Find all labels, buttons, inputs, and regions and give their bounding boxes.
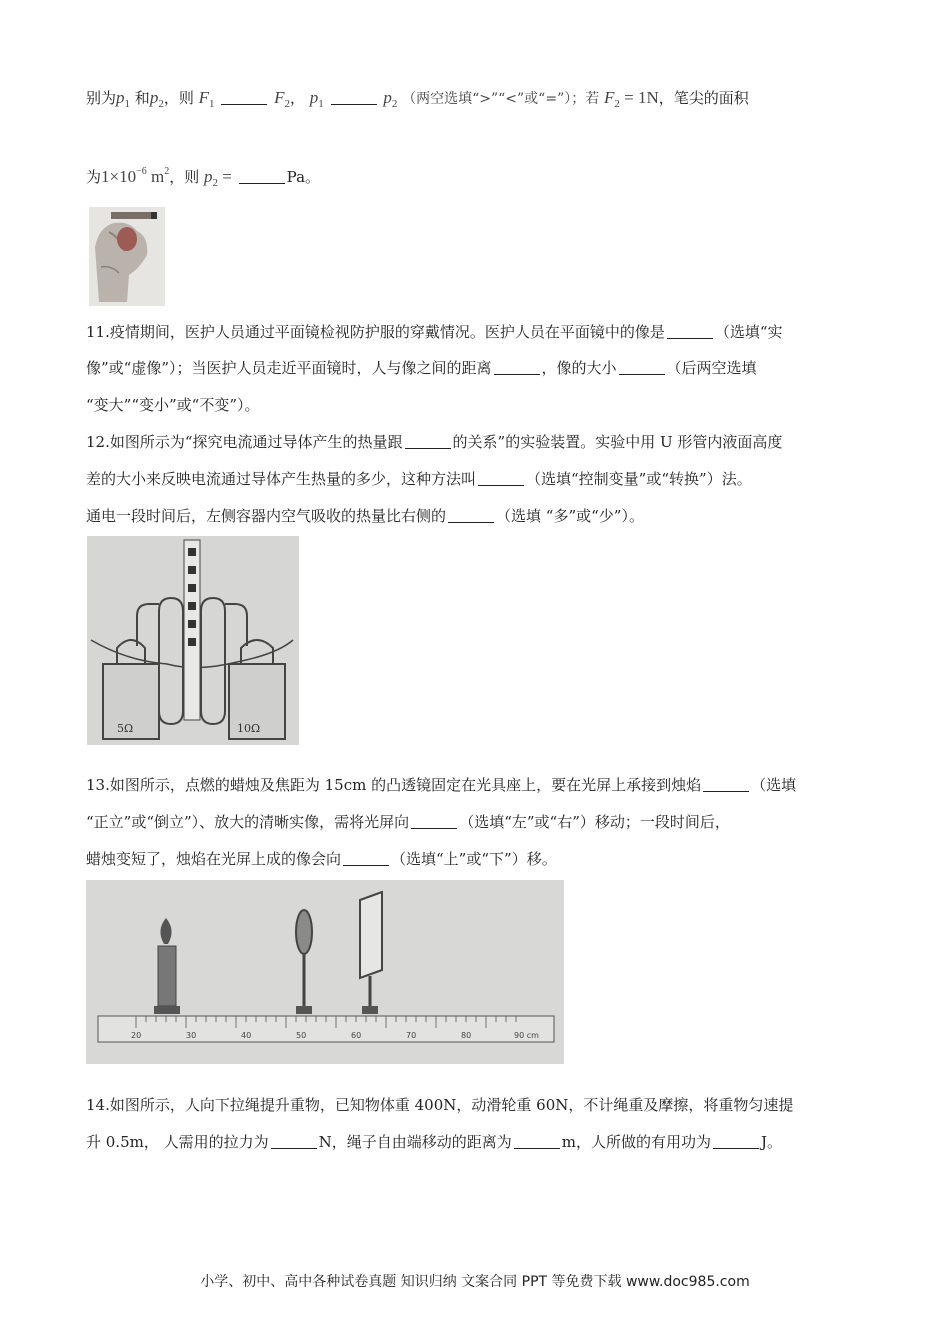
- ruler-label: 70: [406, 1031, 417, 1040]
- p1-symbol-2: $p_1$: [309, 88, 324, 110]
- ruler-label: 20: [131, 1031, 142, 1040]
- q11-line3: “变大”“变小”或“不变”）。: [86, 396, 260, 414]
- answer-blank[interactable]: [405, 434, 451, 449]
- answer-blank[interactable]: [703, 777, 749, 792]
- ruler-label: 40: [241, 1031, 252, 1040]
- p2-symbol: $p_2$: [149, 88, 164, 110]
- resistor-5-label: 5Ω: [117, 722, 134, 735]
- answer-blank[interactable]: [239, 169, 285, 184]
- answer-blank[interactable]: [221, 90, 267, 105]
- p2-eq: $p_2$ =: [204, 167, 232, 189]
- q13-line1: 13.如图所示，点燃的蜡烛及焦距为 15cm 的凸透镜固定在光具座上，要在光屏上承接到烛焰 （选填: [86, 776, 797, 794]
- q13-line3: 蜡烛变短了，烛焰在光屏上成的像会向 （选填“上”或“下”）移。: [86, 850, 557, 868]
- optical-bench-figure: [86, 880, 564, 1064]
- p2-symbol-2: $p_2$: [383, 88, 398, 110]
- answer-blank[interactable]: [331, 90, 377, 105]
- F2-eq: $F_2 = 1N$: [604, 88, 659, 110]
- answer-blank[interactable]: [478, 471, 524, 486]
- u-tube-apparatus-figure: [87, 536, 299, 745]
- area-value: $1\times 10^{-6}$ $m^2$: [101, 166, 170, 186]
- q14-line2: 升 0.5m， 人需用的拉力为 N，绳子自由端移动的距离为 m，人所做的有用功为 J。: [86, 1133, 783, 1151]
- q14-line1: 14.如图所示，人向下拉绳提升重物，已知物体重 400N，动滑轮重 60N，不计绳重及摩擦，将重物匀速提: [86, 1096, 794, 1114]
- q12-line2: 差的大小来反映电流通过导体产生热量的多少，这种方法叫 （选填“控制变量”或“转换”）法。: [86, 470, 752, 488]
- q13-line2: “正立”或“倒立”）、放大的清晰实像，需将光屏向 （选填“左”或“右”）移动；一段时间后，: [86, 813, 730, 831]
- q10-line1: 别为$p_1$ 和$p_2$，则 $F_1$ $F_2$， $p_1$ $p_2$ （两空选填“>”“<”或“=”）；若 $F_2 = 1N$，笔尖的面积: [86, 88, 749, 110]
- u-tube-illustration: [87, 536, 299, 745]
- optical-bench-illustration: [86, 880, 564, 1064]
- F2-symbol: $F_2$: [274, 88, 290, 110]
- answer-blank[interactable]: [713, 1134, 759, 1149]
- answer-blank[interactable]: [514, 1134, 560, 1149]
- answer-blank[interactable]: [448, 508, 494, 523]
- resistor-10-label: 10Ω: [237, 722, 261, 735]
- answer-blank[interactable]: [343, 851, 389, 866]
- page-footer: 小学、初中、高中各种试卷真题 知识归纳 文案合同 PPT 等免费下载 www.doc985.com: [200, 1274, 750, 1290]
- ruler-label: 50: [296, 1031, 307, 1040]
- p1-symbol: $p_1$: [116, 88, 131, 110]
- answer-blank[interactable]: [667, 324, 713, 339]
- pencil-hand-figure: [89, 207, 165, 306]
- hand-pencil-illustration: [89, 207, 165, 306]
- ruler-label: 60: [351, 1031, 362, 1040]
- answer-blank[interactable]: [494, 360, 540, 375]
- ruler-label: 80: [461, 1031, 472, 1040]
- q11-line1: 11.疫情期间，医护人员通过平面镜检视防护服的穿戴情况。医护人员在平面镜中的像是 （选填“实: [86, 323, 783, 341]
- q12-line3: 通电一段时间后，左侧容器内空气吸收的热量比右侧的 （选填 “多”或“少”）。: [86, 507, 644, 525]
- q12-line1: 12.如图所示为“探究电流通过导体产生的热量跟 的关系”的实验装置。实验中用 U 形管内液面高度: [86, 433, 783, 451]
- ruler-label: 90 cm: [514, 1031, 539, 1040]
- F1-symbol: $F_1$: [198, 88, 215, 110]
- answer-blank[interactable]: [271, 1134, 317, 1149]
- q11-line2: 像”或“虚像”）；当医护人员走近平面镜时，人与像之间的距离 ，像的大小 （后两空选填: [86, 359, 757, 377]
- answer-blank[interactable]: [619, 360, 665, 375]
- ruler-label: 30: [186, 1031, 197, 1040]
- q10-line2: 为$1\times 10^{-6}$ $m^2$，则 $p_2 = Pa$。: [86, 166, 321, 189]
- answer-blank[interactable]: [411, 814, 457, 829]
